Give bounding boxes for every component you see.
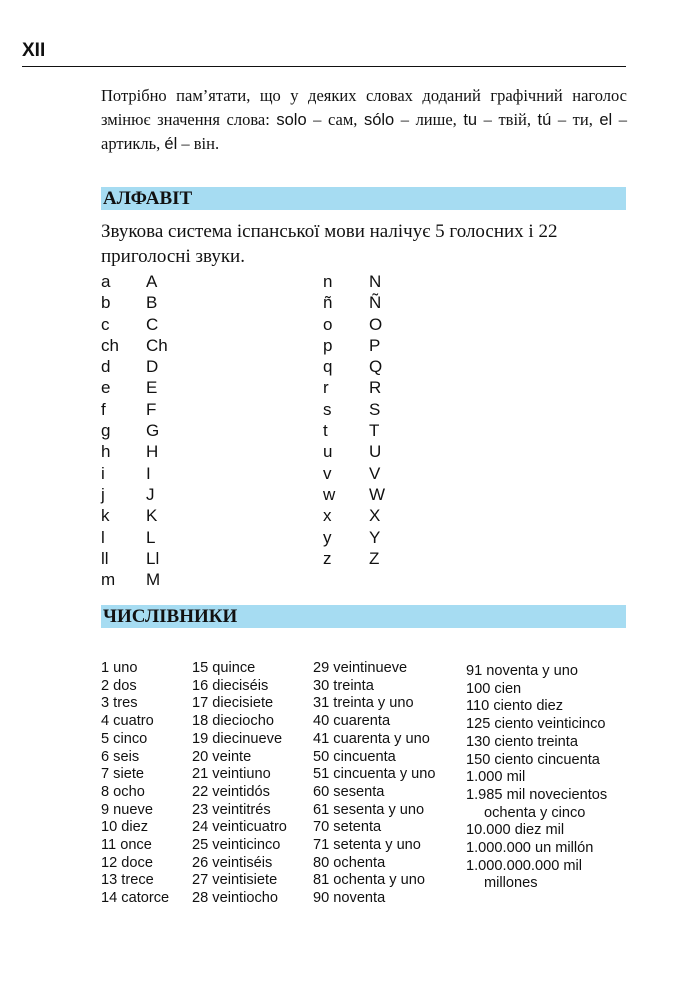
- numeral-item: 3 tres: [101, 695, 138, 712]
- numeral-item: 22 veintidós: [192, 783, 270, 800]
- letter-row: [101, 356, 221, 377]
- lowercase-letter: n: [323, 272, 333, 291]
- uppercase-letter: Ch: [146, 335, 168, 355]
- letter-row: [101, 484, 221, 505]
- numerals-column-1: [101, 660, 169, 908]
- letter-row: [101, 441, 221, 462]
- uppercase-letter: A: [146, 272, 158, 291]
- uppercase-letter: M: [146, 570, 161, 590]
- lowercase-letter: t: [323, 421, 328, 441]
- uppercase-letter: D: [146, 357, 159, 377]
- numeral-item: 19 diecinueve: [192, 730, 283, 747]
- numeral-item: 24 veinticuatro: [192, 819, 287, 836]
- uppercase-letter: X: [369, 506, 381, 526]
- lowercase-letter: l: [101, 527, 105, 547]
- numeral-item: 29 veintinueve: [313, 660, 408, 676]
- letter-row: [323, 548, 443, 569]
- numeral-item: 50 cincuenta: [313, 748, 396, 765]
- intro-text: Потрібно пам’ятати, що у деяких словах доданий графічний наголос змінює значення слова:: [101, 86, 627, 129]
- spanish-word: el: [599, 111, 613, 129]
- numeral-item: ochenta y cinco: [484, 804, 586, 821]
- numeral-item: 91 noventa y uno: [466, 663, 578, 679]
- lowercase-letter: w: [323, 484, 336, 504]
- letter-row: [101, 548, 221, 569]
- lowercase-letter: a: [101, 272, 111, 291]
- spanish-word: sólo: [363, 111, 395, 129]
- numeral-item: 1.000 mil: [466, 769, 526, 786]
- lowercase-letter: x: [323, 506, 332, 526]
- numeral-item: 61 sesenta y uno: [313, 801, 425, 818]
- numeral-item: 7 siete: [101, 766, 144, 783]
- numeral-item: 150 ciento cincuenta: [466, 751, 600, 768]
- alphabet-left-column: [101, 271, 221, 590]
- header-rule: [22, 66, 626, 67]
- numeral-item: 15 quince: [192, 660, 256, 676]
- numeral-item: 51 cincuenta y uno: [313, 766, 436, 783]
- numeral-item: 6 seis: [101, 748, 140, 765]
- lowercase-letter: j: [101, 484, 105, 504]
- numeral-item: 20 veinte: [192, 748, 252, 765]
- translation: – твій,: [477, 110, 538, 129]
- uppercase-letter: W: [369, 484, 386, 504]
- numeral-item: 8 ocho: [101, 783, 145, 800]
- numeral-item: 90 noventa: [313, 890, 386, 907]
- letter-row: [323, 399, 443, 420]
- uppercase-letter: E: [146, 378, 158, 398]
- numeral-item: 12 doce: [101, 854, 153, 871]
- numeral-item: 17 diecisiete: [192, 695, 274, 712]
- letter-row: [323, 292, 443, 313]
- numerals-column-4: [466, 663, 607, 893]
- alphabet-right-column: [323, 271, 443, 569]
- letter-row: [323, 314, 443, 335]
- uppercase-letter: Q: [369, 357, 383, 377]
- lowercase-letter: o: [323, 314, 333, 334]
- numeral-item: 23 veintitrés: [192, 801, 271, 818]
- uppercase-letter: I: [146, 463, 151, 483]
- lowercase-letter: u: [323, 442, 333, 462]
- lowercase-letter: g: [101, 421, 111, 441]
- letter-row: [323, 441, 443, 462]
- uppercase-letter: K: [146, 506, 158, 526]
- numeral-item: 16 dieciséis: [192, 677, 269, 694]
- letter-row: [323, 356, 443, 377]
- letter-row: [101, 292, 221, 313]
- numeral-item: 71 setenta y uno: [313, 837, 421, 854]
- lowercase-letter: s: [323, 399, 332, 419]
- numeral-item: 1.000.000 un millón: [466, 840, 594, 857]
- letter-row: [323, 505, 443, 526]
- lowercase-letter: ch: [101, 335, 119, 355]
- letter-row: [323, 377, 443, 398]
- alphabet-description: Звукова система іспанської мови налічує 5 голосних і 22 приголосні звуки.: [101, 221, 558, 267]
- numeral-item: 4 cuatro: [101, 713, 154, 730]
- numeral-item: 40 cuarenta: [313, 713, 391, 730]
- page-number: XII: [22, 40, 46, 61]
- numeral-item: 18 dieciocho: [192, 713, 274, 730]
- numeral-item: 10 diez: [101, 819, 149, 836]
- uppercase-letter: N: [369, 272, 382, 291]
- numerals-heading: ЧИСЛІВНИКИ: [101, 605, 626, 628]
- numerals-column-2: [192, 660, 287, 908]
- spanish-word: él: [164, 135, 178, 153]
- numeral-item: 9 nueve: [101, 801, 153, 818]
- numeral-item: 27 veintisiete: [192, 872, 278, 889]
- translation: – сам,: [306, 110, 364, 129]
- numeral-item: 1 uno: [101, 660, 138, 676]
- lowercase-letter: m: [101, 570, 116, 590]
- letter-row: [101, 377, 221, 398]
- letter-row: [323, 271, 443, 292]
- uppercase-letter: L: [146, 527, 156, 547]
- spanish-word: solo: [276, 111, 307, 129]
- lowercase-letter: q: [323, 357, 333, 377]
- uppercase-letter: O: [369, 314, 383, 334]
- numerals-column-3: [313, 660, 436, 908]
- numeral-item: 81 ochenta y uno: [313, 872, 425, 889]
- numeral-item: 130 ciento treinta: [466, 733, 578, 750]
- translation: – ти,: [551, 110, 600, 129]
- letter-row: [323, 335, 443, 356]
- letter-row: [101, 335, 221, 356]
- letter-row: [101, 314, 221, 335]
- numeral-item: 5 cinco: [101, 730, 148, 747]
- letter-row: [101, 527, 221, 548]
- lowercase-letter: d: [101, 357, 111, 377]
- lowercase-letter: ñ: [323, 293, 333, 313]
- numeral-item: 14 catorce: [101, 890, 170, 907]
- lowercase-letter: y: [323, 527, 332, 547]
- letter-row: [101, 569, 221, 590]
- translation: – він.: [177, 134, 220, 153]
- letter-row: [101, 271, 221, 292]
- uppercase-letter: V: [369, 463, 381, 483]
- numeral-item: 60 sesenta: [313, 783, 385, 800]
- translation: – артикль,: [101, 110, 628, 153]
- letter-row: [323, 420, 443, 441]
- numeral-item: 25 veinticinco: [192, 837, 281, 854]
- spanish-word: tu: [463, 111, 478, 129]
- alphabet-heading: АЛФАВІТ: [101, 187, 626, 210]
- uppercase-letter: Y: [369, 527, 381, 547]
- numeral-item: 13 trece: [101, 872, 154, 889]
- lowercase-letter: c: [101, 314, 110, 334]
- uppercase-letter: Ñ: [369, 293, 382, 313]
- lowercase-letter: e: [101, 378, 111, 398]
- letter-row: [101, 505, 221, 526]
- lowercase-letter: f: [101, 399, 106, 419]
- numeral-item: 80 ochenta: [313, 854, 386, 871]
- letter-row: [101, 399, 221, 420]
- uppercase-letter: P: [369, 335, 381, 355]
- numeral-item: 31 treinta y uno: [313, 695, 414, 712]
- lowercase-letter: p: [323, 335, 333, 355]
- letter-row: [323, 484, 443, 505]
- letter-row: [323, 463, 443, 484]
- numeral-item: 2 dos: [101, 677, 137, 694]
- numeral-item: 100 cien: [466, 680, 522, 697]
- uppercase-letter: R: [369, 378, 382, 398]
- letter-row: [101, 463, 221, 484]
- uppercase-letter: Ll: [146, 548, 160, 568]
- numeral-item: 28 veintiocho: [192, 890, 279, 907]
- spanish-word: tú: [537, 111, 552, 129]
- uppercase-letter: B: [146, 293, 158, 313]
- numeral-item: 41 cuarenta y uno: [313, 730, 430, 747]
- lowercase-letter: r: [323, 378, 329, 398]
- uppercase-letter: H: [146, 442, 159, 462]
- uppercase-letter: U: [369, 442, 382, 462]
- numeral-item: 1.985 mil novecientos: [466, 786, 608, 803]
- uppercase-letter: Z: [369, 548, 380, 568]
- numeral-item: 125 ciento veinticinco: [466, 716, 606, 733]
- letter-row: [323, 527, 443, 548]
- uppercase-letter: C: [146, 314, 159, 334]
- letter-row: [101, 420, 221, 441]
- uppercase-letter: G: [146, 421, 160, 441]
- uppercase-letter: J: [146, 484, 155, 504]
- numeral-item: 70 setenta: [313, 819, 382, 836]
- numeral-item: 21 veintiuno: [192, 766, 271, 783]
- lowercase-letter: h: [101, 442, 111, 462]
- numeral-item: millones: [484, 875, 538, 892]
- lowercase-letter: b: [101, 293, 111, 313]
- uppercase-letter: S: [369, 399, 381, 419]
- numeral-item: 11 once: [101, 837, 152, 854]
- lowercase-letter: i: [101, 463, 105, 483]
- uppercase-letter: T: [369, 421, 380, 441]
- lowercase-letter: k: [101, 506, 110, 526]
- translation: – лише,: [394, 110, 464, 129]
- lowercase-letter: v: [323, 463, 332, 483]
- lowercase-letter: ll: [101, 548, 109, 568]
- numeral-item: 1.000.000.000 mil: [466, 857, 583, 874]
- numeral-item: 110 ciento diez: [466, 698, 564, 715]
- numeral-item: 30 treinta: [313, 677, 374, 694]
- uppercase-letter: F: [146, 399, 157, 419]
- intro-paragraph: [101, 84, 627, 156]
- numeral-item: 10.000 diez mil: [466, 822, 565, 839]
- lowercase-letter: z: [323, 548, 332, 568]
- numeral-item: 26 veintiséis: [192, 854, 273, 871]
